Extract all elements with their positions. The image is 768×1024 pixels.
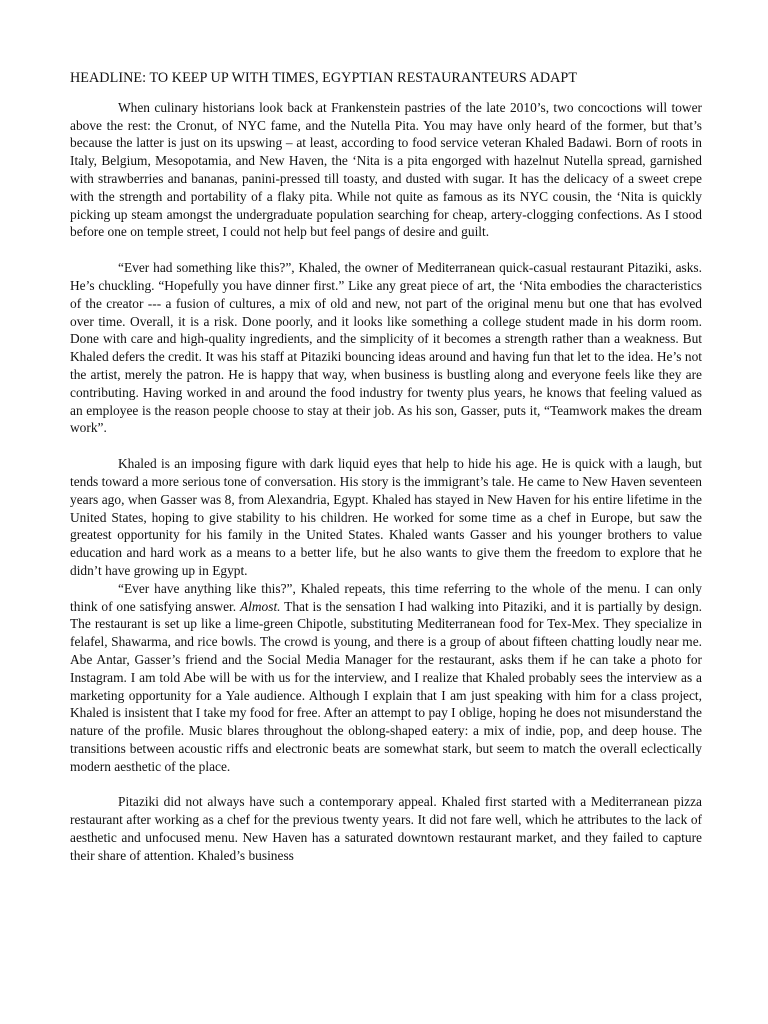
- paragraph-2: “Ever had something like this?”, Khaled, the owner of Mediterranean quick-casual restaurant Pitaziki, asks. He’s chuckling. “Hopefully you have dinner first.” Like any great piece of art, the ‘Nita embodies the characteristics of the creator --- a fusion of cultures, a mix of old and new, not part of the original menu but one that has evolved over time. Overall, it is a risk. Done poorly, and it looks like something a college student made in his dorm room. Done with care and high-quality ingredients, and the simplicity of it becomes a strength rather than a weakness. But Khaled defers the credit. It was his staff at Pitaziki bouncing ideas around and having fun that let to the idea. He’s not the artist, merely the patron. He is happy that way, when business is bustling along and everyone feels like they are contributing. Having worked in and around the food industry for twenty plus years, he knows that feeling valued as an employee is the reason people choose to stay at their job. As his son, Gasser, puts it, “Teamwork makes the dream work”.: [70, 260, 702, 436]
- paragraph-4-emphasis: Almost.: [239, 598, 281, 614]
- paragraph-gap: [70, 775, 702, 793]
- paragraph-4-lead: “Ever have anything like this?”, Khaled repeats, this time referring to the whole of the menu. I can only think of one satisfying answer.: [70, 580, 702, 614]
- paragraph-1: When culinary historians look back at Frankenstein pastries of the late 2010’s, two concoctions will tower above the rest: the Cronut, of NYC fame, and the Nutella Pita. You may have only heard of the former, but that’s because the latter is just on its upswing – at least, according to food service veteran Khaled Badawi. Born of roots in Italy, Belgium, Mesopotamia, and New Haven, the ‘Nita is a pita engorged with hazelnut Nutella spread, garnished with strawberries and bananas, panini-pressed till toasty, and dusted with sugar. It has the delicacy of a sweet crepe with the strength and portability of a flaky pita. While not quite as famous as its NYC cousin, the ‘Nita is quickly picking up steam amongst the undergraduate population searching for cheap, artery-clogging confections. As I stood before one on temple street, I could not help but feel pangs of desire and guilt.: [70, 99, 702, 240]
- paragraph-4-rest: That is the sensation I had walking into Pitaziki, and it is partially by design. The restaurant is set up like a lime-green Chipotle, substituting Mediterranean food for Tex-Mex. They specialize in felafel, Shawarma, and rice bowls. The crowd is young, and there is a group of about fifteen chatting loudly near me. Abe Antar, Gasser’s friend and the Social Media Manager for the restaurant, asks them if he can take a photo for Instagram. I am told Abe will be with us for the interview, and I realize that Khaled probably sees the interview as a marketing opportunity for a Yale audience. Although I explain that I am just speaking with him for a class project, Khaled is insistent that I take my food for free. After an attempt to pay I oblige, hoping he does not misunderstand the nature of the profile. Music blares throughout the oblong-shaped eatery: a mix of indie, pop, and deep house. The transitions between acoustic riffs and electronic beats are somewhat stark, but seem to match the overall eclectically modern aesthetic of the place.: [70, 598, 703, 774]
- paragraph-5: Pitaziki did not always have such a contemporary appeal. Khaled first started with a Mediterranean pizza restaurant after working as a chef for the previous twenty years. It did not fare well, which he attributes to the lack of aesthetic and unfocused menu. New Haven has a saturated downtown restaurant market, and they failed to capture their share of attention. Khaled’s business: [70, 794, 702, 863]
- paragraph-gap: [70, 437, 702, 455]
- headline: HEADLINE: TO KEEP UP WITH TIMES, EGYPTIAN RESTAURANTEURS ADAPT: [70, 70, 578, 86]
- paragraph-4: [70, 580, 702, 776]
- paragraph-gap: [70, 241, 702, 259]
- paragraph-3: Khaled is an imposing figure with dark liquid eyes that help to hide his age. He is quick with a laugh, but tends toward a more serious tone of conversation. His story is the immigrant’s tale. He came to New Haven seventeen years ago, when Gasser was 8, from Alexandria, Egypt. Khaled has stayed in New Haven for his entire lifetime in the United States, hoping to give stability to his children. He worked for some time as a chef in Europe, but saw the greatest opportunity for his family in the United States. Khaled wants Gasser and his younger brothers to value education and hard work as a means to a better life, but he also wants to give them the freedom to explore that he didn’t have growing up in Egypt.: [70, 456, 702, 578]
- document-page: [70, 70, 702, 865]
